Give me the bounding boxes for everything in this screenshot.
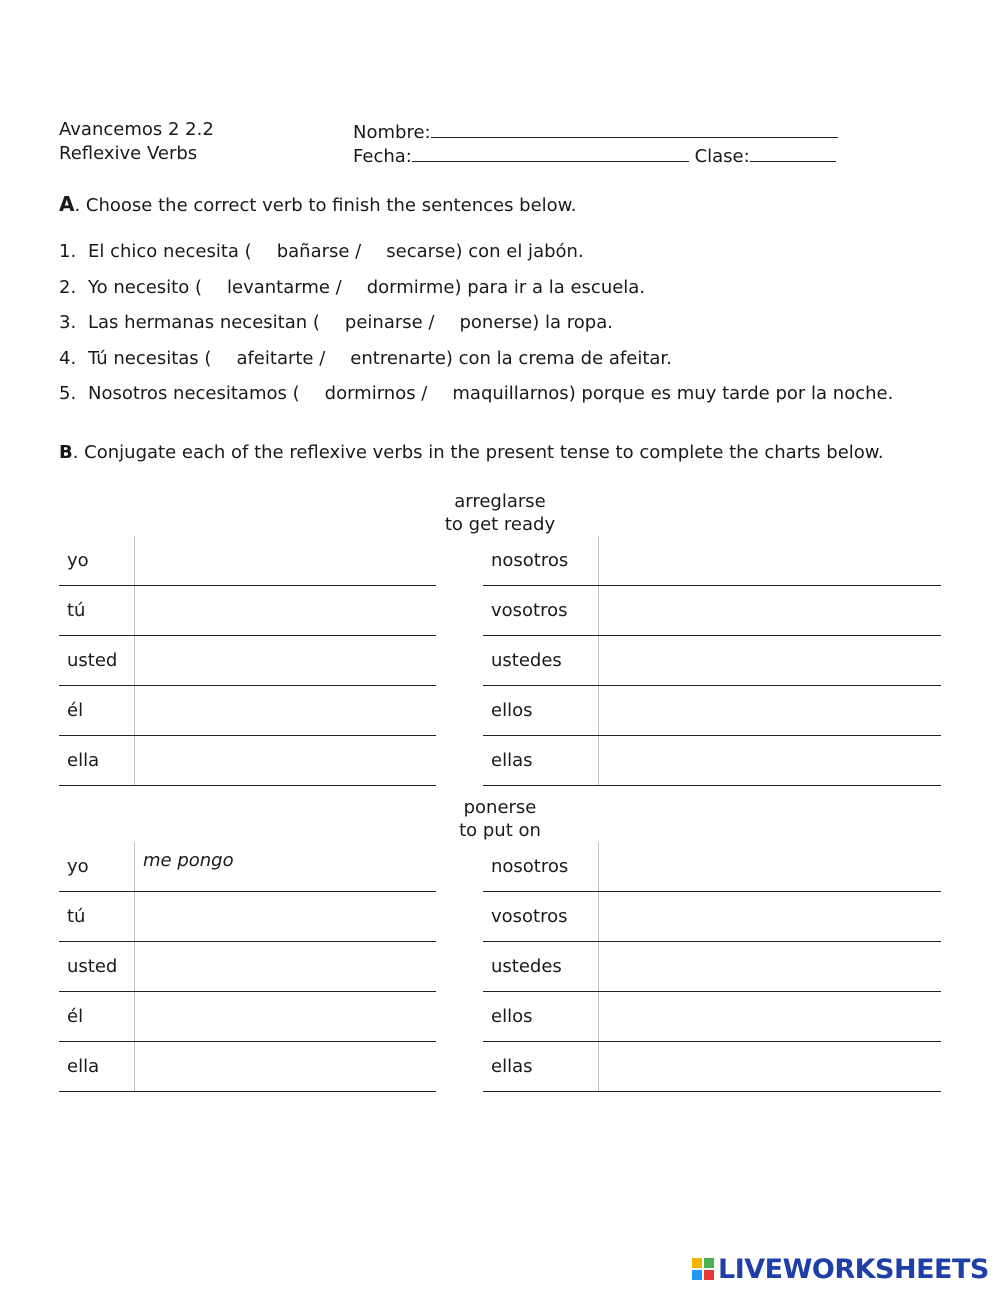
table-row [59, 686, 436, 736]
answer-cell[interactable] [599, 536, 942, 586]
option-2[interactable]: ponerse) la ropa. [459, 312, 613, 333]
answer-cell[interactable] [135, 992, 437, 1042]
table-row [59, 1042, 436, 1092]
table-row [483, 736, 941, 786]
answer-cell[interactable] [599, 942, 942, 992]
liveworksheets-logo-icon [692, 1258, 714, 1280]
pronoun-cell: vosotros [483, 586, 599, 636]
table-row [59, 892, 436, 942]
chart-2-left-table [59, 842, 436, 1092]
pronoun-cell: él [59, 992, 135, 1042]
chart-1-verb: arreglarse [454, 491, 546, 512]
sentence-text: Nosotros necesitamos ( [88, 383, 300, 404]
sentence-text: Tú necesitas ( [88, 348, 212, 369]
date-class-row [353, 143, 836, 168]
sentence-3 [59, 312, 613, 334]
name-field[interactable] [431, 119, 838, 138]
pronoun-cell: él [59, 686, 135, 736]
option-1[interactable]: peinarse / [344, 312, 435, 333]
chart-1-right-table [483, 536, 941, 786]
sentence-text: El chico necesita ( [88, 241, 252, 262]
table-row [483, 942, 941, 992]
sentence-number: 1. [59, 241, 77, 262]
chart-2-verb: ponerse [463, 797, 537, 818]
date-field[interactable] [412, 143, 689, 162]
pronoun-cell: yo [59, 842, 135, 892]
answer-cell[interactable] [135, 536, 437, 586]
pronoun-cell: ustedes [483, 636, 599, 686]
pronoun-cell: ella [59, 736, 135, 786]
answer-cell[interactable] [599, 686, 942, 736]
answer-cell[interactable] [599, 586, 942, 636]
sentence-5 [59, 383, 893, 405]
option-1[interactable]: dormirnos / [324, 383, 428, 404]
chart-1-left-table [59, 536, 436, 786]
pronoun-cell: tú [59, 586, 135, 636]
option-1[interactable]: levantarme / [227, 277, 342, 298]
table-row [59, 842, 436, 892]
answer-cell[interactable] [135, 1042, 437, 1092]
table-row [483, 536, 941, 586]
answer-cell[interactable] [135, 892, 437, 942]
pronoun-cell: ella [59, 1042, 135, 1092]
option-2[interactable]: secarse) con el jabón. [386, 241, 584, 262]
table-row [59, 736, 436, 786]
pronoun-cell: ellas [483, 736, 599, 786]
table-row [59, 942, 436, 992]
section-a-heading [59, 193, 576, 217]
table-row [483, 842, 941, 892]
pronoun-cell: usted [59, 636, 135, 686]
sentence-number: 5. [59, 383, 77, 404]
pronoun-cell: ellas [483, 1042, 599, 1092]
section-a-letter: A [59, 192, 75, 216]
table-row [483, 586, 941, 636]
name-row [353, 119, 838, 144]
option-2[interactable]: dormirme) para ir a la escuela. [366, 277, 646, 298]
sentence-number: 2. [59, 277, 77, 298]
section-b-heading [59, 442, 884, 464]
pronoun-cell: ellos [483, 686, 599, 736]
topic-title: Reflexive Verbs [59, 143, 198, 164]
pronoun-cell: tú [59, 892, 135, 942]
section-b-instruction: . Conjugate each of the reflexive verbs in the present tense to complete the charts below. [72, 442, 884, 463]
pronoun-cell: nosotros [483, 842, 599, 892]
option-1[interactable]: afeitarte / [236, 348, 326, 369]
answer-cell[interactable] [599, 1042, 942, 1092]
sentence-1 [59, 241, 584, 263]
class-field[interactable] [750, 143, 836, 162]
answer-cell[interactable] [599, 736, 942, 786]
name-label: Nombre: [353, 122, 431, 143]
table-row [59, 536, 436, 586]
chart-2-right-table [483, 842, 941, 1092]
pronoun-cell: ellos [483, 992, 599, 1042]
chart-2-translation: to put on [459, 820, 541, 841]
answer-cell[interactable] [135, 686, 437, 736]
answer-cell[interactable] [135, 942, 437, 992]
logo-text: LIVEWORKSHEETS [718, 1253, 989, 1285]
sentence-number: 4. [59, 348, 77, 369]
sentence-2 [59, 277, 645, 299]
table-row [483, 686, 941, 736]
answer-cell[interactable] [135, 736, 437, 786]
answer-cell[interactable] [599, 892, 942, 942]
answer-cell[interactable] [135, 636, 437, 686]
pronoun-cell: ustedes [483, 942, 599, 992]
pronoun-cell: usted [59, 942, 135, 992]
answer-cell[interactable] [599, 636, 942, 686]
option-1[interactable]: bañarse / [276, 241, 362, 262]
date-label: Fecha: [353, 146, 412, 167]
table-row [483, 636, 941, 686]
liveworksheets-logo[interactable] [692, 1254, 989, 1284]
answer-cell[interactable] [599, 842, 942, 892]
course-title: Avancemos 2 2.2 [59, 119, 214, 140]
pronoun-cell: vosotros [483, 892, 599, 942]
sentence-4 [59, 348, 672, 370]
sentence-text: Las hermanas necesitan ( [88, 312, 320, 333]
chart-1-translation: to get ready [444, 514, 556, 535]
option-2[interactable]: maquillarnos) porque es muy tarde por la noche. [452, 383, 894, 404]
sentence-number: 3. [59, 312, 77, 333]
option-2[interactable]: entrenarte) con la crema de afeitar. [350, 348, 672, 369]
answer-cell[interactable] [599, 992, 942, 1042]
answer-cell[interactable]: me pongo [135, 842, 437, 892]
table-row [483, 1042, 941, 1092]
class-label: Clase: [694, 146, 750, 167]
sentence-text: Yo necesito ( [88, 277, 202, 298]
table-row [59, 636, 436, 686]
section-a-instruction: . Choose the correct verb to finish the sentences below. [74, 195, 577, 216]
table-row [483, 992, 941, 1042]
answer-cell[interactable] [135, 586, 437, 636]
table-row [483, 892, 941, 942]
table-row [59, 586, 436, 636]
section-b-letter: B [59, 442, 73, 463]
table-row [59, 992, 436, 1042]
pronoun-cell: yo [59, 536, 135, 586]
pronoun-cell: nosotros [483, 536, 599, 586]
